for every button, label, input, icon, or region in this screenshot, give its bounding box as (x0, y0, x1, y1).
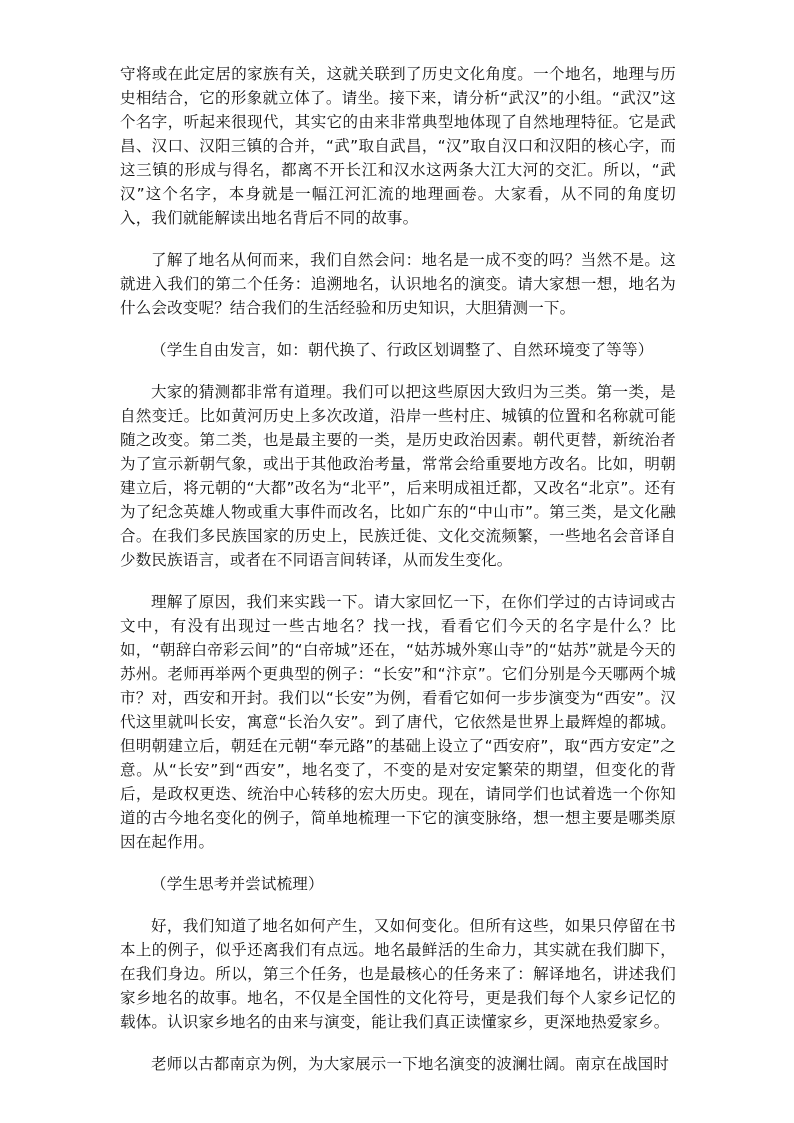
student-activity-note: （学生自由发言，如：朝代换了、行政区划调整了、自然环境变了等等） (151, 341, 654, 359)
document-page (120, 62, 676, 1094)
paragraph-second-task-intro: 了解了地名从何而来，我们自然会问：地名是一成不变的吗？当然不是。这就进入我们的第二个任务：追溯地名，认识地名的演变。请大家想一想，地名为什么会改变呢？结合我们的生活经验和历史知识，大胆猜测一下。 (120, 251, 676, 317)
paragraph-third-task-intro: 好，我们知道了地名如何产生，又如何变化。但所有这些，如果只停留在书本上的例子，似乎还离我们有点远。地名最鲜活的生命力，其实就在我们脚下，在我们身边。所以，第三个任务，也是最核心的任务来了：解译地名，讲述我们家乡地名的故事。地名，不仅是全国性的文化符号，更是我们每个人家乡记忆的载体。认识家乡地名的由来与演变，能让我们真正读懂家乡，更深地热爱家乡。 (120, 917, 676, 1031)
paragraph-nanjing-example: 老师以古都南京为例，为大家展示一下地名演变的波澜壮阔。南京在战国时 (151, 1055, 670, 1073)
paragraph-three-causes: 大家的猜测都非常有道理。我们可以把这些原因大致归为三类。第一类，是自然变迁。比如黄河历史上多次改道，沿岸一些村庄、城镇的位置和名称就可能随之改变。第二类，也是最主要的一类，是历史政治因素。朝代更替，新统治者为了宣示新朝气象，或出于其他政治考量，常常会给重要地方改名。比如，明朝建立后，将元朝的“大都”改名为“北平”，后来明成祖迁都，又改名“北京”。还有为了纪念英雄人物或重大事件而改名，比如广东的“中山市”。第三类，是文化融合。在我们多民族国家的历史上，民族迁徙、文化交流频繁，一些地名会音译自少数民族语言，或者在不同语言间转译，从而发生变化。 (120, 383, 676, 569)
paragraph-practice-changan: 理解了原因，我们来实践一下。请大家回忆一下，在你们学过的古诗词或古文中，有没有出现过一些古地名？找一找，看看它们今天的名字是什么？比如，“朝辞白帝彩云间”的“白帝城”还在，“姑苏城外寒山寺”的“姑苏”就是今天的苏州。老师再举两个更典型的例子：“长安”和“汴京”。它们分别是今天哪两个城市？对，西安和开封。我们以“长安”为例，看看它如何一步步演变为“西安”。汉代这里就叫长安，寓意“长治久安”。到了唐代，它依然是世界上最辉煌的都城。但明朝建立后，朝廷在元朝“奉元路”的基础上设立了“西安府”，取“西方安定”之意。从“长安”到“西安”，地名变了，不变的是对安定繁荣的期望，但变化的背后，是政权更迭、统治中心转移的宏大历史。现在，请同学们也试着选一个你知道的古今地名变化的例子，简单地梳理一下它的演变脉络，想一想主要是哪类原因在起作用。 (120, 593, 676, 851)
student-activity-note: （学生思考并尝试梳理） (151, 875, 324, 893)
paragraph-wuhan-analysis: 守将或在此定居的家族有关，这就关联到了历史文化角度。一个地名，地理与历史相结合，它的形象就立体了。请坐。接下来，请分析“武汉”的小组。“武汉”这个名字，听起来很现代，其实它的由来非常典型地体现了自然地理特征。它是武昌、汉口、汉阳三镇的合并，“武”取自武昌，“汉”取自汉口和汉阳的核心字，而这三镇的形成与得名，都离不开长江和汉水这两条大江大河的交汇。所以，“武汉”这个名字，本身就是一幅江河汇流的地理画卷。大家看，从不同的角度切入，我们就能解读出地名背后不同的故事。 (120, 65, 676, 227)
